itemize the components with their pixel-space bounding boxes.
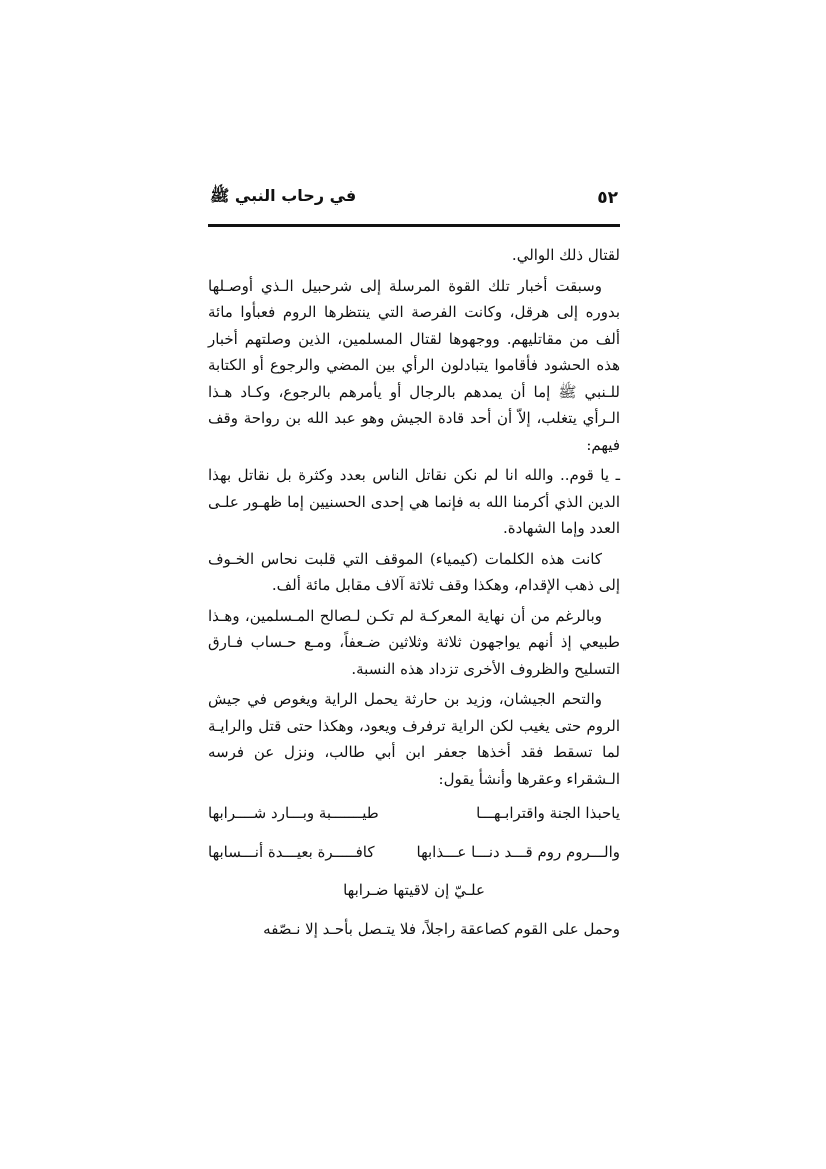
closing-paragraph: وحمل على القوم كصاعقة راجلاً، فلا يتـصل بأحـد إلا نـصّفه	[263, 919, 620, 938]
paragraph: والتحم الجيشان، وزيد بن حارثة يحمل الراية ويغوص في جيش الروم حتى يغيب لكن الراية ترفرف ويعود، وهكذا حتى قتل والرايـة لما تسقط فقد أخذها جعفر ابن أبي طالب، ونزل عن فرسه الـشقراء وعقرها وأنشأ يقول:	[208, 690, 620, 788]
page-number: ٥٢	[597, 188, 618, 208]
book-page	[208, 178, 620, 938]
body-text	[208, 242, 620, 946]
verse-first-hemistich: ياحبذا الجنة واقترابـهـــا	[476, 804, 620, 822]
header-rule	[208, 224, 620, 227]
paragraph: كانت هذه الكلمات (كيمياء) الموقف التي قلبت نحاس الخـوف إلى ذهب الإقدام، وهكذا وقف ثلاثة آلاف مقابل مائة ألف.	[208, 549, 620, 594]
page-header	[208, 178, 620, 224]
verse-second-hemistich: طيـــــــبة وبـــارد شــــرابها	[208, 804, 379, 822]
verse-line	[208, 839, 620, 866]
verse-first-hemistich: والـــروم روم قـــد دنـــا عـــذابها	[416, 842, 620, 861]
running-title: في رحاب النبي ﷺ	[210, 186, 357, 205]
paragraph: وسبقت أخبار تلك القوة المرسلة إلى شرحبيل الـذي أوصـلها بدوره إلى هرقل، وكانت الفرصة التي ينتظرها الروم فعبأوا مائة ألف من مقاتليهم. ووجهوها لقتال المسلمين، الذين وصلتهم أخبار هذه الحشود فأقاموا يتبادلون الرأي بين المضي والرجوع أو الكتابة للـنبي ﷺ إما أن يمدهم بالرجال أو يأمرهم بالرجوع، وكـاد هـذا الـرأي يتغلب، إلاّ أن أحد قادة الجيش وهو عبد الله بن رواحة وقف فيهم:	[208, 276, 620, 454]
verse-line	[208, 800, 620, 827]
paragraph: وبالرغم من أن نهاية المعركـة لم تكـن لـصالح المـسلمين، وهـذا طبيعي إذ أنهم يواجهون ثلاثة وثلاثين ضـعفاً، ومـع حـساب فـارق التسليح والظروف الأخرى تزداد هذه النسبة.	[208, 606, 620, 678]
paragraph: لقتال ذلك الوالي.	[511, 246, 620, 264]
verse-single-line: علـيّ إن لاقيتها ضـرابها	[343, 881, 485, 899]
paragraph: ـ يا قوم.. والله انا لم نكن نقاتل الناس بعدد وكثرة بل نقاتل بهذا الدين الذي أكرمنا الله به فإنما هي إحدى الحسنيين إما ظهـور علـى العدد وإما الشهادة.	[208, 466, 620, 537]
verse-second-hemistich: كافـــــرة بعيـــدة أنـــسابها	[208, 842, 375, 861]
